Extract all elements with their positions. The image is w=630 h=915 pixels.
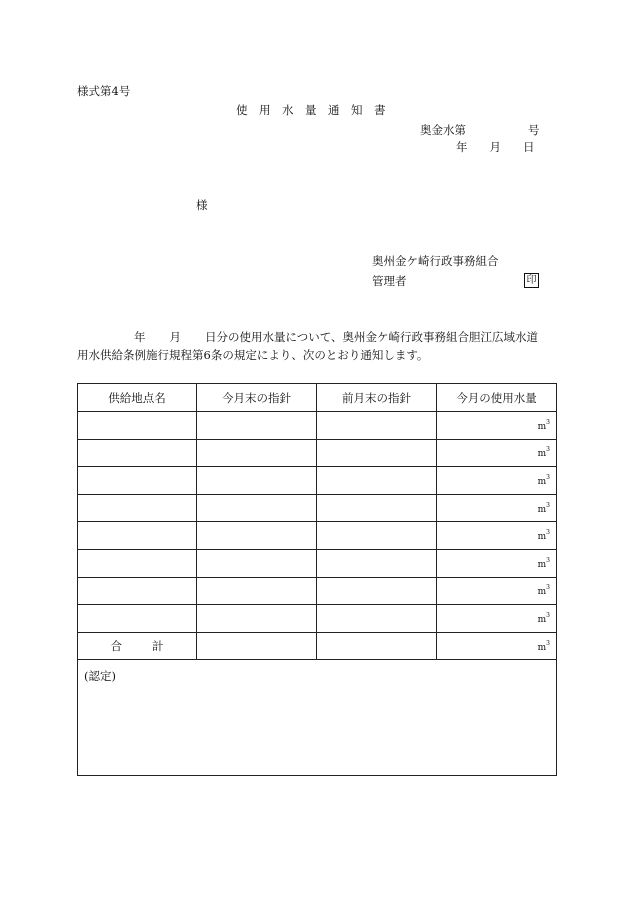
date-year: 年 [456,140,468,154]
body-text-line-2: 用水供給条例施行規程第6条の規定により、次のとおり通知します。 [77,348,429,362]
table-cell[interactable] [197,467,317,495]
table-cell[interactable] [197,522,317,550]
table-row [78,522,557,550]
table-cell[interactable] [78,605,197,633]
table-cell[interactable] [317,467,437,495]
table-cell[interactable] [78,439,197,467]
total-label: 合計 [78,632,197,660]
total-cell[interactable] [317,632,437,660]
table-cell[interactable] [78,577,197,605]
table-cell[interactable] [317,494,437,522]
date-month: 月 [489,140,501,154]
usage-cell[interactable] [437,577,557,605]
table-cell[interactable] [317,439,437,467]
table-row [78,439,557,467]
table-header-row [78,384,557,412]
usage-cell[interactable] [437,549,557,577]
usage-cell[interactable] [437,412,557,440]
body-month: 月 [169,330,181,344]
table-cell[interactable] [78,549,197,577]
table-cell[interactable] [78,522,197,550]
table-cell[interactable] [317,577,437,605]
table-cell[interactable] [197,605,317,633]
document-title: 使用水量通知書 [236,103,397,117]
unit-label: m [537,559,547,570]
unit-label: m [537,421,547,432]
total-row [78,632,557,660]
unit-superscript: 3 [546,446,550,454]
recipient-suffix: 様 [196,198,208,212]
body-text-line-1 [134,332,538,344]
header-monthly-usage: 今月の使用水量 [437,384,557,412]
issuer-title: 管理者 [372,274,407,288]
table-row [78,467,557,495]
reference-number-prefix: 奥金水第 [420,123,466,137]
usage-cell[interactable] [437,439,557,467]
water-usage-table [77,383,557,776]
unit-label: m [537,587,547,598]
table-cell[interactable] [197,412,317,440]
unit-label: m [537,532,547,543]
usage-cell[interactable] [437,467,557,495]
unit-label: m [537,476,547,487]
header-supply-point: 供給地点名 [78,384,197,412]
usage-cell[interactable] [437,494,557,522]
unit-superscript: 3 [546,556,550,564]
body-year: 年 [134,330,146,344]
unit-superscript: 3 [546,418,550,426]
remarks-cell[interactable] [78,660,557,776]
unit-superscript: 3 [546,529,550,537]
usage-cell[interactable] [437,605,557,633]
unit-label: m [537,614,547,625]
unit-label: m [537,449,547,460]
table-cell[interactable] [78,494,197,522]
issuer-organization: 奥州金ケ崎行政事務組合 [372,254,499,268]
remarks-label: (認定) [84,669,116,684]
table-cell[interactable] [197,439,317,467]
issue-date [456,142,535,154]
usage-cell[interactable] [437,522,557,550]
form-number: 様式第4号 [77,84,131,98]
table-cell[interactable] [317,605,437,633]
table-cell[interactable] [317,412,437,440]
header-previous-reading: 前月末の指針 [317,384,437,412]
unit-superscript: 3 [546,473,550,481]
table-row [78,549,557,577]
remarks-row [78,660,557,776]
body-line1-rest: 日分の使用水量について、奥州金ケ崎行政事務組合胆江広域水道 [205,330,539,344]
table-row [78,494,557,522]
table-cell[interactable] [78,412,197,440]
table-cell[interactable] [317,522,437,550]
total-cell[interactable] [197,632,317,660]
date-day: 日 [523,140,535,154]
unit-superscript: 3 [546,639,550,647]
unit-label: m [537,642,547,653]
table-row [78,577,557,605]
unit-superscript: 3 [546,501,550,509]
table-cell[interactable] [197,577,317,605]
table-row [78,412,557,440]
table-row [78,605,557,633]
table-cell[interactable] [317,549,437,577]
table-cell[interactable] [197,549,317,577]
unit-superscript: 3 [546,584,550,592]
reference-number-suffix: 号 [528,123,540,137]
unit-superscript: 3 [546,611,550,619]
header-current-reading: 今月末の指針 [197,384,317,412]
unit-label: m [537,504,547,515]
table-body [78,412,557,633]
seal-mark: 印 [524,273,539,288]
total-usage-cell[interactable] [437,632,557,660]
table-cell[interactable] [78,467,197,495]
table-cell[interactable] [197,494,317,522]
